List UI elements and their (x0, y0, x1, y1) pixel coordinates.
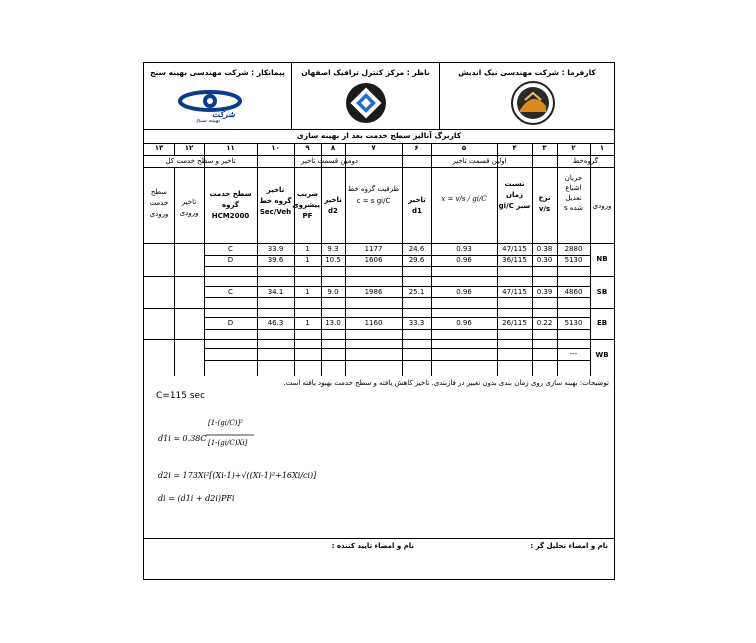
cell-los: D (227, 256, 234, 264)
cell-d1: 24.6 (408, 245, 425, 253)
cell-x: 0.93 (456, 245, 472, 253)
row-approach-wb: WB (595, 351, 609, 359)
svg-text:شرکت: شرکت (212, 110, 235, 119)
col-num-13: ۱۳ (154, 144, 164, 152)
header-d2: تاخیر d2 (324, 196, 342, 215)
cell-delay: 39.6 (267, 256, 284, 264)
cell-vs: 0.38 (536, 245, 553, 253)
col-num-3: ۳ (542, 144, 547, 152)
group-movement: گروه‌خط (572, 157, 599, 165)
formula-d2: d2i = 173Xi²[(Xi-1)+√((Xi-1)²+16Xi/ci)] (158, 471, 317, 480)
cell-capacity: 1160 (364, 319, 383, 327)
col-num-10: ۱۰ (271, 144, 280, 152)
header-capacity: ظرفیت گروه خط c = s gi/C (347, 185, 400, 205)
cell-sat-flow: --- (569, 350, 578, 358)
cell-vs: 0.39 (536, 288, 553, 296)
cell-delay: 33.9 (267, 245, 284, 253)
formula-d1-numerator: [1-(gi/C)]² (208, 419, 243, 427)
col-num-2: ۲ (571, 144, 576, 152)
col-num-8: ۸ (330, 144, 336, 152)
cell-sat-flow: 4860 (564, 288, 583, 296)
row-approach-nb: NB (596, 255, 608, 263)
cell-gc: 47/115 (502, 288, 527, 296)
svg-text:بهینه سنج: بهینه سنج (196, 117, 220, 123)
cell-d2: 9.3 (327, 245, 339, 253)
cycle-length: C=115 sec (156, 391, 206, 401)
header-approach: ورودی (592, 202, 612, 210)
cell-delay: 34.1 (267, 288, 284, 296)
cell-vs: 0.22 (536, 319, 553, 327)
cell-x: 0.96 (456, 288, 472, 296)
cell-capacity: 1177 (364, 245, 383, 253)
col-num-5: ۵ (461, 144, 467, 152)
header-pf: ضریب پیشروی PF (292, 190, 320, 220)
group-total: تاخیر و سطح خدمت کل (165, 157, 236, 165)
cell-x: 0.96 (456, 256, 472, 264)
header-lane-los: سطح خدمت گروه HCM2000 (209, 190, 252, 220)
col-num-4: ۴ (512, 144, 517, 152)
cell-gc: 36/115 (502, 256, 527, 264)
cell-pf: 1 (305, 319, 310, 327)
cell-pf: 1 (305, 288, 310, 296)
header-vs-ratio: نرخ v/s (538, 194, 551, 213)
cell-d2: 10.5 (325, 256, 341, 264)
cell-gc: 47/115 (502, 245, 527, 253)
group-first-delay: اولین قسمت تاخیر (452, 157, 507, 165)
contractor-label: پیمانکار : شرکت مهندسی بهینه سنج (150, 68, 285, 77)
col-num-9: ۹ (305, 144, 310, 152)
worksheet-title: کاربرگ آنالیز سطح خدمت بعد از بهینه سازی (144, 129, 614, 144)
employer-label: کارفرما : شرکت مهندسی نیک اندیش (458, 68, 596, 77)
cell-delay: 46.3 (267, 319, 284, 327)
header-x-ratio: x = v/s / gi/C (441, 195, 487, 203)
cell-pf: 1 (305, 245, 310, 253)
notes-text: توضیحات: بهینه سازی روی زمان بندی بدون تغییر در فازبندی. تاخیر کاهش یافته و سطح خدمت بهبود یافته است. (283, 379, 609, 387)
col-num-7: ۷ (371, 144, 376, 152)
group-second-delay: دومین قسمت تاخیر (300, 157, 359, 165)
col-num-1: ۱ (599, 144, 605, 152)
cell-x: 0.96 (456, 319, 472, 327)
worksheet-frame (143, 62, 615, 580)
cell-pf: 1 (305, 256, 310, 264)
approver-signature: نام و امضاء تایید کننده : (331, 542, 414, 550)
cell-capacity: 1606 (364, 256, 383, 264)
cell-d2: 9.0 (327, 288, 339, 296)
header-lane-delay: تاخیر گروه خط Sec/Veh (259, 186, 292, 216)
formula-d1-denominator: [1-(gi/C)Xi] (208, 439, 248, 447)
row-approach-sb: SB (596, 288, 608, 296)
header-d1: تاخیر d1 (408, 196, 426, 215)
header-approach-los: سطح خدمت ورودی (149, 188, 169, 218)
cell-d1: 33.3 (408, 319, 425, 327)
cell-capacity: 1986 (364, 288, 383, 296)
cell-los: C (228, 245, 233, 253)
cell-vs: 0.30 (536, 256, 553, 264)
cell-los: D (227, 319, 234, 327)
supervisor-label: ناظر : مرکز کنترل ترافیک اصفهان (301, 68, 430, 77)
cell-sat-flow: 2880 (564, 245, 583, 253)
analyst-signature: نام و امضاء تحلیل گر : (530, 542, 608, 550)
header-saturation-flow: جریان اشباع تعدیل شده s (563, 174, 584, 212)
cell-d1: 29.6 (408, 256, 425, 264)
header-green-ratio: نسبت زمان سبز gi/C (498, 180, 531, 210)
formula-di: di = (d1i + d2i)PFi (158, 494, 235, 503)
formula-d1-lhs: d1i = 0.38C (158, 434, 207, 443)
cell-los: C (228, 288, 233, 296)
col-num-6: ۶ (414, 144, 419, 152)
cell-sat-flow: 5130 (564, 256, 583, 264)
formula-d1-fraction-bar (206, 434, 254, 436)
cell-d2: 13.0 (325, 319, 341, 327)
notes-section (144, 376, 614, 539)
cell-sat-flow: 5130 (564, 319, 583, 327)
col-num-12: ۱۲ (184, 144, 194, 152)
row-approach-eb: EB (596, 319, 608, 327)
cell-gc: 26/115 (502, 319, 527, 327)
col-num-11: ۱۱ (226, 144, 235, 152)
header-approach-delay: تاخیر ورودی (179, 198, 199, 217)
cell-d1: 25.1 (408, 288, 425, 296)
